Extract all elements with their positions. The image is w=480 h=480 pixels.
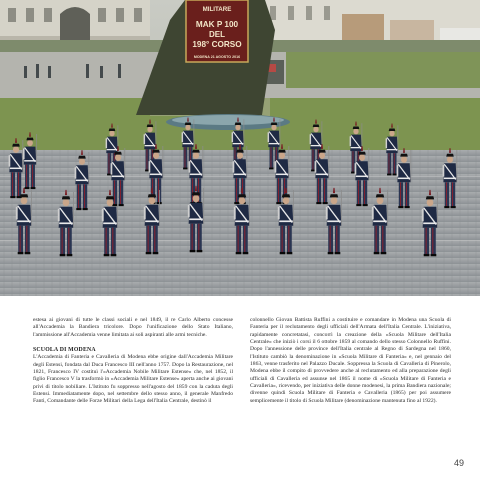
banner-small-text: MODENA 21 AGOSTO 2016 (193, 55, 241, 59)
banner-line-3: DEL (209, 30, 225, 39)
banner-line-1: MILITARE (202, 6, 232, 13)
banner-line-4: 198° CORSO (192, 40, 242, 49)
intro-paragraph: estesa ai giovani di tutte le classi sociali e nel 1849, il re Carlo Alberto concesse all'Accademia la Bandiera tricolore. Dopo l'unificazione dello Stato Italiano, l'ammissione all'Accademia venne limitata ai soli aspiranti alle armi tecniche. (33, 317, 233, 338)
page-number: 49 (454, 458, 465, 468)
banner-line-2: MAK P 100 (195, 20, 239, 29)
body-paragraph-right: colonnello Giovan Battista Ruffini a costituire e comandare in Modena una Scuola di Fanteria per il reclutamento degli ufficiali dell'Armata dell'Italia Centrale. L'iniziativa, rapidamente concretatasi, concorrì la creazione della «Scuola Militare dell'Italia Centrale» che iniziò i corsi il 6 ottobre 1859 al comando dello stesso Colonnello Ruffini. Dopo l'annessione delle province dell'Italia centrale al Regno di Sardegna nel 1860, l'Istituto cambiò la denominazione in «Scuola Militare di Fanteria» e, nel gennaio del 1863, venne trasferito nel Palazzo Ducale. Soppressa la Scuola di Cavalleria di Pinerolo, Modena ebbe il compito di provvedere anche al reclutamento ed alla preparazione degli ufficiali di Cavalleria ed assunse nel 1865 il nome di «Scuola Militare di Fanteria e Cavalleria», ricevendo, per iniziativa delle donne modenesi, la prima Bandiera nazionale; divenne quindi Scuola Militare di Fanteria e Cavalleria (1865) per poi assumere semplicemente il titolo di Scuola Militare (denominazione mantenuta fino al 1922). (250, 317, 451, 404)
section-heading: SCUOLA DI MODENA (33, 347, 96, 354)
article-column-right (250, 317, 451, 405)
body-paragraph-left: L'Accademia di Fanteria e Cavalleria di Modena ebbe origine dall'Accademia Militare degli Estensi, fondata dal Duca Francesco III nell'anno 1757. Dopo la Restaurazione, nel 1821, Francesco IV costituì l'«Accademia Nobile Militare Estense» che, nel 1852, il figlio Francesco V la trasformò in «Accademia Militare Estense» aperta anche ai giovani privi di titolo nobiliare. L'Istituto fu soppresso nell'agosto del 1859 con la caduta degli Estensi. Immediatamente dopo, nel settembre dello stesso anno, il generale Manfredo Fanti, Comandante delle Forze Militari della Lega dell'Italia Centrale, destinò il (33, 354, 233, 405)
article-column-left (33, 317, 233, 406)
